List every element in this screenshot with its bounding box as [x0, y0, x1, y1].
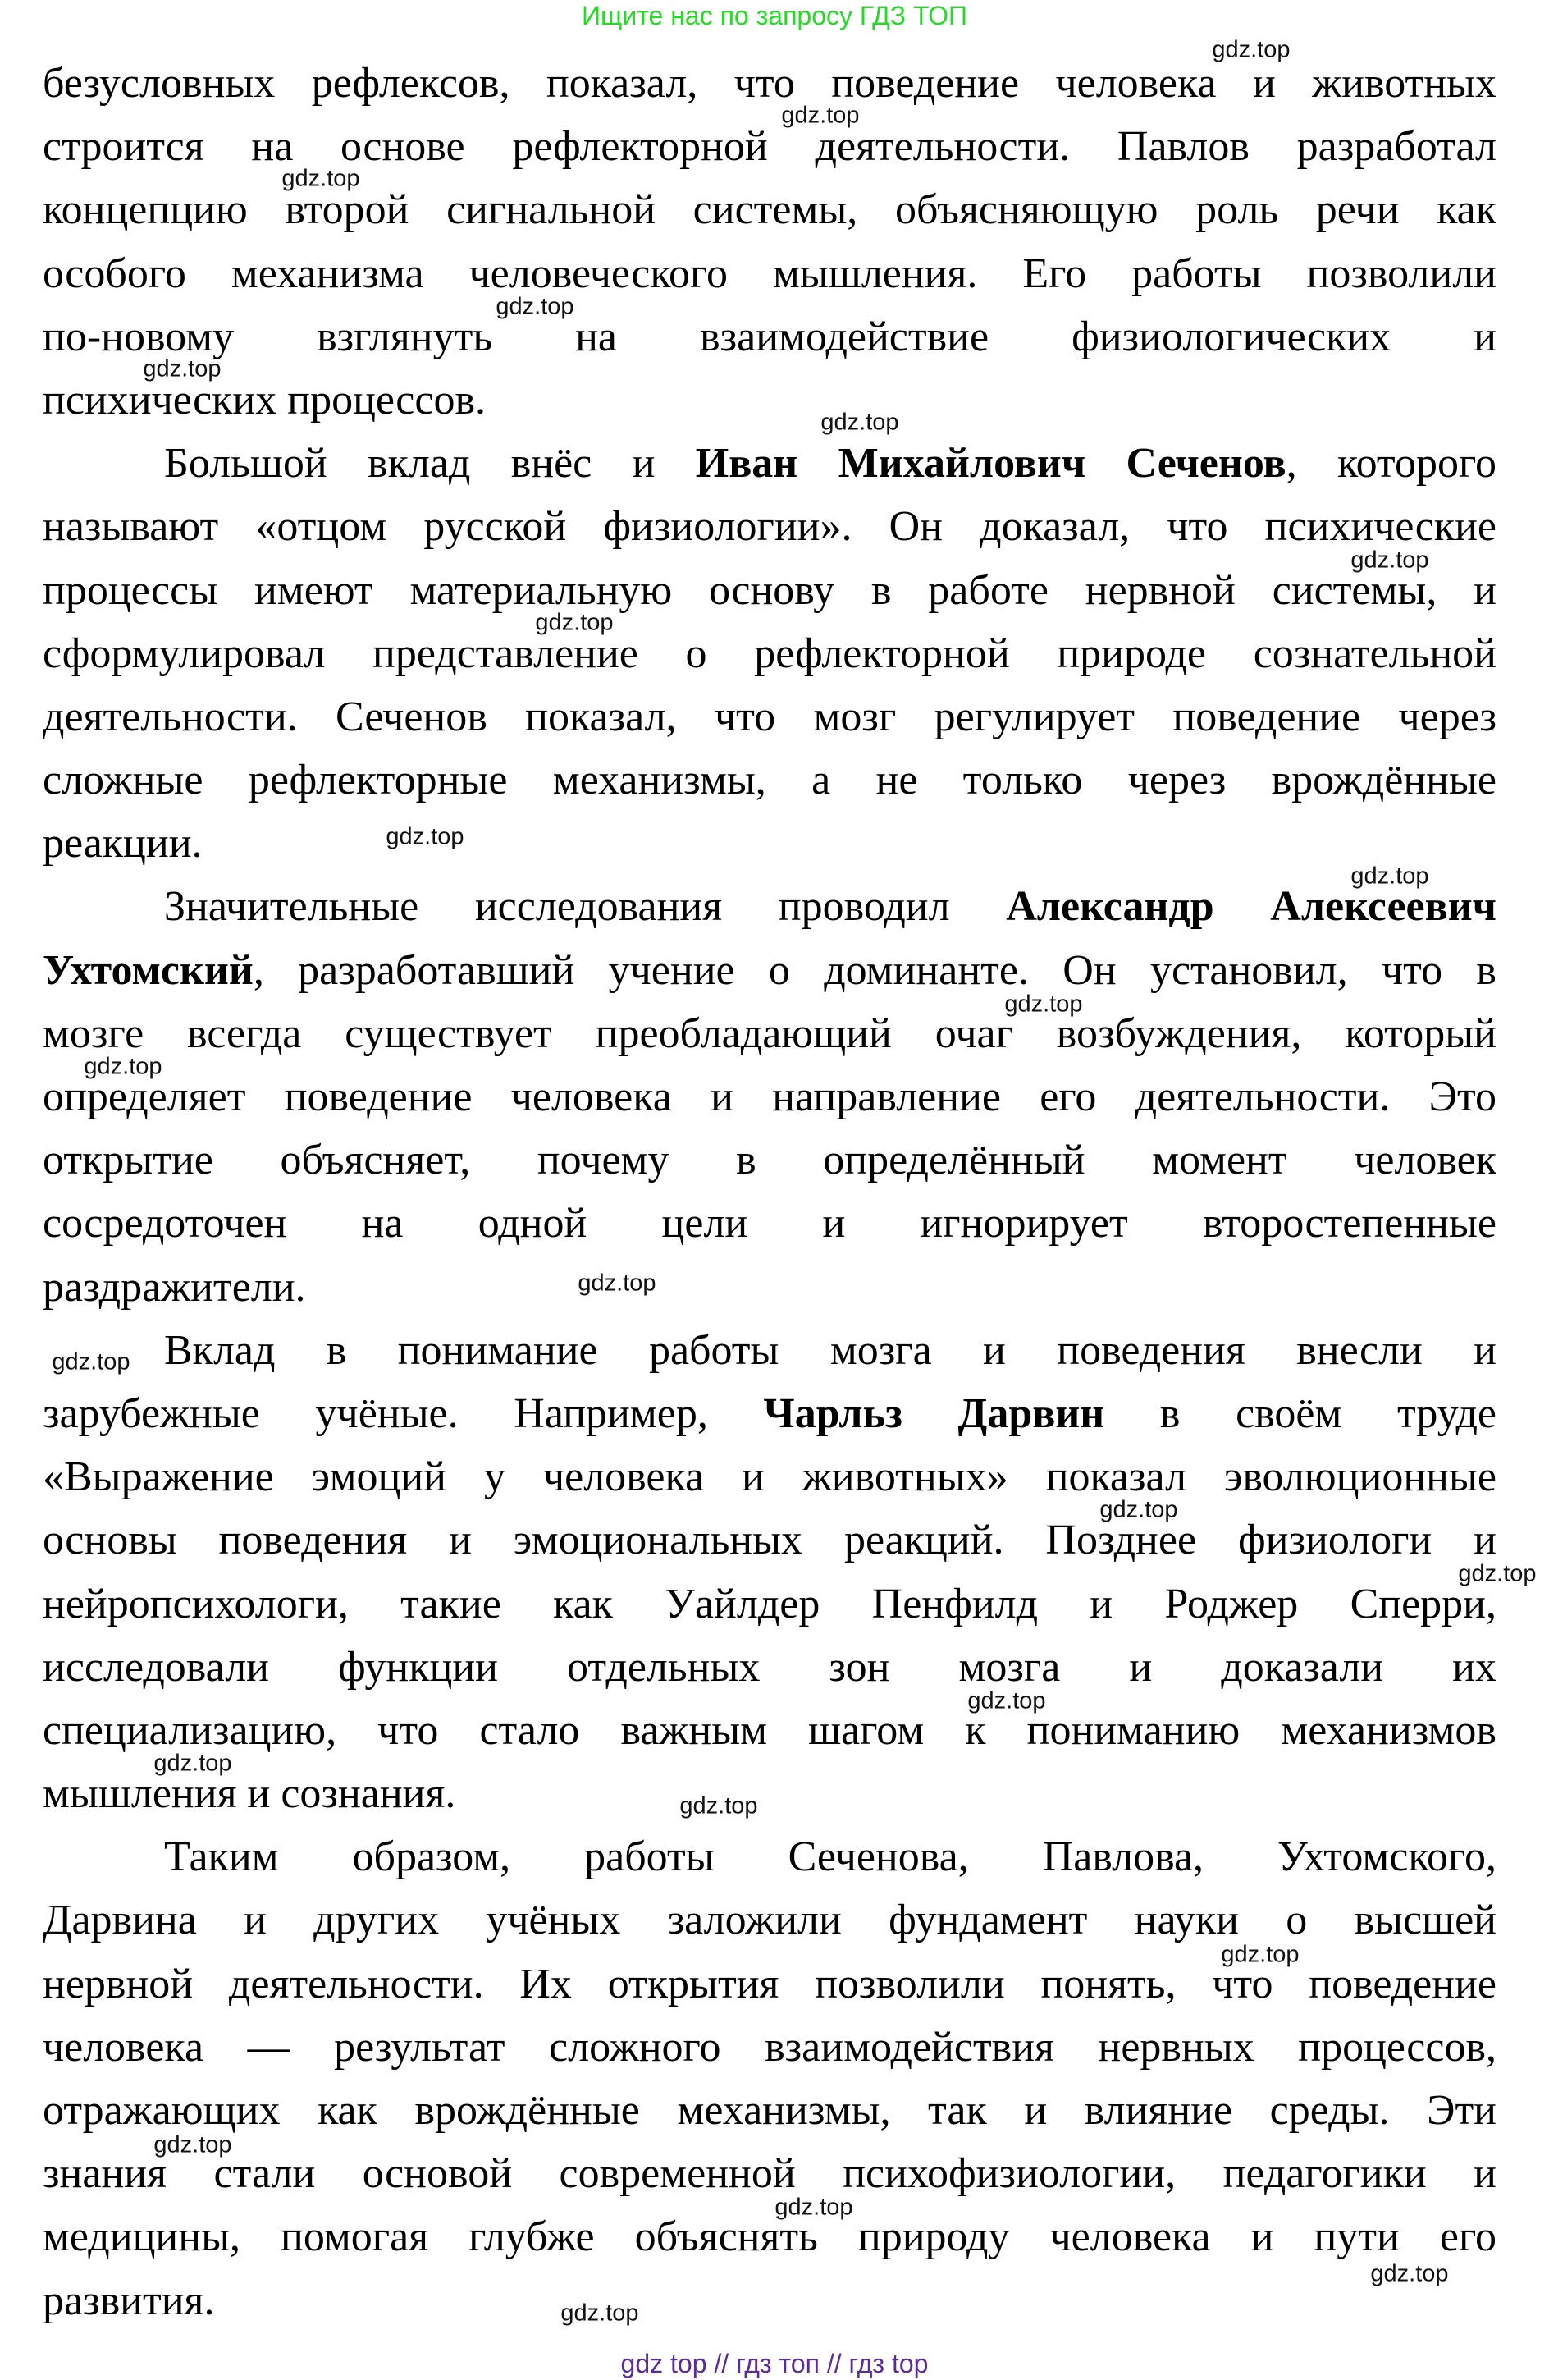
watermark: gdz.top: [84, 1053, 162, 1080]
paragraph: [43, 1825, 1496, 2332]
document-body: [43, 52, 1496, 2332]
text-segment: по-новому взглянуть на взаимодействие физиологических и: [43, 313, 1496, 360]
text-segment: «Выражение эмоций у человека и животных» показал эволюционные: [43, 1453, 1496, 1501]
text-line: [43, 2205, 1496, 2268]
text-segment: Вклад в понимание работы мозга и поведения внесли и: [164, 1326, 1496, 1374]
text-segment: сложные рефлекторные механизмы, а не только через врождённые: [43, 757, 1496, 804]
text-segment: процессы имеют материальную основу в работе нервной системы, и: [43, 566, 1496, 614]
text-segment: строится на основе рефлекторной деятельности. Павлов разработал: [43, 123, 1496, 171]
text-line: [43, 1065, 1496, 1128]
text-segment: Значительные исследования проводил: [164, 883, 1007, 931]
text-segment: , которого: [1286, 440, 1496, 487]
text-segment: концепцию второй сигнальной системы, объясняющую роль речи как: [43, 186, 1496, 234]
text-segment: деятельности. Сеченов показал, что мозг регулирует поведение через: [43, 693, 1496, 740]
text-segment: , разработавший учение о доминанте. Он установил, что в: [253, 946, 1496, 994]
watermark: gdz.top: [1458, 1560, 1537, 1587]
watermark: gdz.top: [1099, 1496, 1178, 1523]
text-line: [43, 305, 1496, 368]
text-segment: Большой вклад внёс и: [164, 440, 696, 487]
paragraph: [43, 875, 1496, 1318]
text-line: [43, 432, 1496, 495]
text-segment: называют «отцом русской физиологии». Он доказал, что психические: [43, 503, 1496, 551]
watermark: gdz.top: [1004, 991, 1083, 1018]
text-line: [43, 242, 1496, 305]
text-line: [43, 1762, 1496, 1825]
text-line: [43, 368, 1496, 432]
bold-name: Иван Михайлович Сеченов: [695, 440, 1286, 487]
text-line: [43, 748, 1496, 812]
text-line: [43, 2016, 1496, 2079]
text-line: [43, 875, 1496, 938]
paragraph: [43, 1319, 1496, 1826]
watermark: gdz.top: [52, 1348, 130, 1375]
text-line: [43, 2142, 1496, 2205]
search-banner: Ищите нас по запросу ГДЗ ТОП: [582, 1, 967, 30]
text-line: [43, 812, 1496, 875]
text-line: [43, 1825, 1496, 1888]
text-segment: реакции.: [43, 820, 203, 867]
watermark: gdz.top: [143, 355, 222, 382]
watermark: gdz.top: [1212, 36, 1291, 63]
text-line: [43, 1445, 1496, 1508]
text-segment: Таким образом, работы Сеченова, Павлова, Ухтомского,: [164, 1833, 1496, 1881]
watermark: gdz.top: [153, 1750, 232, 1777]
text-segment: человека — результат сложного взаимодействия нервных процессов,: [43, 2023, 1496, 2071]
text-segment: раздражители.: [43, 1263, 306, 1311]
watermark: gdz.top: [535, 609, 614, 636]
bold-name: Ухтомский: [43, 946, 254, 994]
text-segment: знания стали основой современной психофизиологии, педагогики и: [43, 2150, 1496, 2198]
text-line: [43, 1636, 1496, 1699]
text-line: [43, 939, 1496, 1002]
text-segment: мозге всегда существует преобладающий очаг возбуждения, который: [43, 1009, 1496, 1057]
watermark: gdz.top: [967, 1687, 1046, 1714]
text-line: [43, 2269, 1496, 2332]
text-segment: открытие объясняет, почему в определённый момент человек: [43, 1137, 1496, 1184]
bold-name: Чарльз Дарвин: [763, 1389, 1105, 1437]
text-line: [43, 115, 1496, 178]
text-line: [43, 2079, 1496, 2142]
text-segment: безусловных рефлексов, показал, что поведение человека и животных: [43, 60, 1496, 107]
watermark: gdz.top: [496, 293, 574, 320]
text-line: [43, 1002, 1496, 1065]
text-line: [43, 1508, 1496, 1572]
text-line: [43, 1192, 1496, 1255]
text-line: [43, 495, 1496, 558]
text-line: [43, 685, 1496, 748]
text-segment: особого механизма человеческого мышления. Его работы позволили: [43, 249, 1496, 297]
text-segment: отражающих как врождённые механизмы, так и влияние среды. Эти: [43, 2087, 1496, 2134]
text-segment: медицины, помогая глубже объяснять природу человека и пути его: [43, 2213, 1496, 2261]
text-line: [43, 1256, 1496, 1319]
text-line: [43, 1382, 1496, 1445]
text-segment: специализацию, что стало важным шагом к пониманию механизмов: [43, 1706, 1496, 1754]
watermark: gdz.top: [578, 1270, 656, 1297]
text-segment: определяет поведение человека и направление его деятельности. Это: [43, 1073, 1496, 1120]
watermark: gdz.top: [1350, 547, 1429, 574]
text-segment: развития.: [43, 2277, 215, 2324]
text-line: [43, 559, 1496, 622]
watermark: gdz.top: [281, 165, 360, 192]
text-segment: нейропсихологи, такие как Уайлдер Пенфилд и Роджер Сперри,: [43, 1580, 1496, 1627]
paragraph: [43, 432, 1496, 875]
text-line: [43, 1319, 1496, 1382]
text-line: [43, 178, 1496, 241]
watermark: gdz.top: [560, 2300, 639, 2327]
paragraph: [43, 52, 1496, 432]
footer-banner: gdz top // гдз топ // гдз top: [620, 2349, 929, 2378]
text-segment: нервной деятельности. Их открытия позволили понять, что поведение: [43, 1960, 1496, 2007]
watermark: gdz.top: [153, 2131, 232, 2158]
text-line: [43, 1128, 1496, 1192]
text-segment: психических процессов.: [43, 376, 487, 423]
watermark: gdz.top: [1350, 863, 1429, 890]
text-segment: мышления и сознания.: [43, 1770, 456, 1818]
watermark: gdz.top: [1370, 2260, 1449, 2287]
text-segment: сформулировал представление о рефлекторной природе сознательной: [43, 629, 1496, 677]
watermark: gdz.top: [820, 409, 899, 436]
bold-name: Александр Алексеевич: [1006, 883, 1497, 931]
text-line: [43, 622, 1496, 685]
text-segment: основы поведения и эмоциональных реакций. Позднее физиологи и: [43, 1517, 1496, 1564]
text-segment: зарубежные учёные. Например,: [43, 1389, 764, 1437]
text-segment: в своём труде: [1104, 1389, 1496, 1437]
watermark: gdz.top: [774, 2194, 853, 2221]
watermark: gdz.top: [1221, 1941, 1300, 1968]
text-segment: исследовали функции отдельных зон мозга и доказали их: [43, 1643, 1496, 1691]
text-line: [43, 1572, 1496, 1636]
watermark: gdz.top: [781, 102, 860, 129]
text-line: [43, 1699, 1496, 1762]
text-segment: сосредоточен на одной цели и игнорирует второстепенные: [43, 1200, 1496, 1247]
watermark: gdz.top: [679, 1792, 758, 1819]
text-segment: Дарвина и других учёных заложили фундамент науки о высшей: [43, 1897, 1496, 1944]
watermark: gdz.top: [386, 823, 464, 850]
